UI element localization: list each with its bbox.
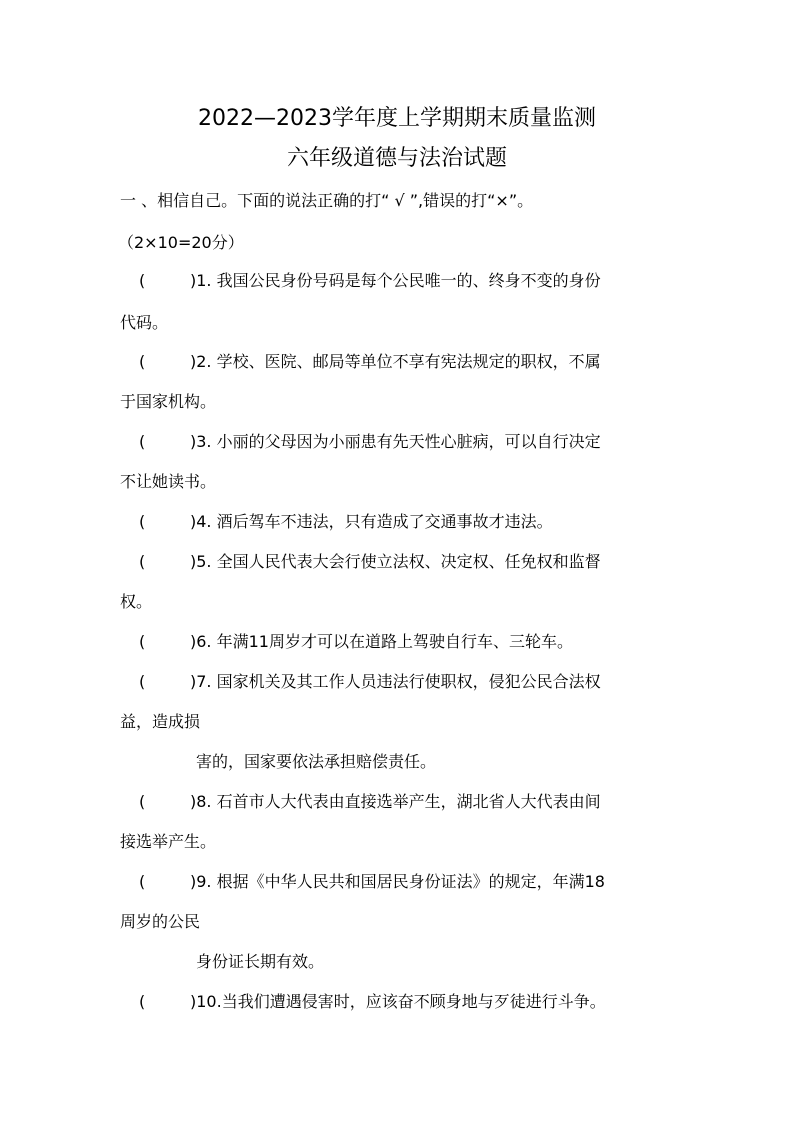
question-5-continuation: 权。 [120,592,153,611]
question-2-continuation: 于国家机构。 [120,392,217,411]
answer-paren: ( [139,992,146,1011]
answer-paren: ( [139,552,146,571]
question-9-continuation: 周岁的公民 [120,912,201,931]
question-3: )3. 小丽的父母因为小丽患有先天性心脏病，可以自行决定 [190,432,601,451]
question-5: )5. 全国人民代表大会行使立法权、决定权、任免权和监督 [190,552,601,571]
answer-paren: ( [139,271,146,290]
answer-paren: ( [139,632,146,651]
question-1: )1. 我国公民身份号码是每个公民唯一的、终身不变的身份 [190,271,601,290]
section-score: （2×10=20分） [118,233,244,252]
question-10: )10.当我们遭遇侵害时，应该奋不顾身地与歹徒进行斗争。 [190,992,606,1011]
question-7-continuation-indent: 害的，国家要依法承担赔偿责任。 [196,752,437,771]
page-subtitle: 六年级道德与法治试题 [286,146,507,171]
question-8-continuation: 接选举产生。 [120,832,217,851]
answer-paren: ( [139,672,146,691]
question-3-continuation: 不让她读书。 [120,472,217,491]
question-9: )9. 根据《中华人民共和国居民身份证法》的规定，年满18 [190,872,605,891]
question-7-continuation: 益，造成损 [120,712,201,731]
answer-paren: ( [139,872,146,891]
question-9-continuation-indent: 身份证长期有效。 [196,952,325,971]
answer-paren: ( [139,352,146,371]
question-6: )6. 年满11周岁才可以在道路上驾驶自行车、三轮车。 [190,632,573,651]
answer-paren: ( [139,512,146,531]
question-8: )8. 石首市人大代表由直接选举产生，湖北省人大代表由间 [190,792,601,811]
answer-paren: ( [139,792,146,811]
section-heading: 一 、相信自己。下面的说法正确的打“ √ ”,错误的打“×”。 [120,191,534,210]
question-4: )4. 酒后驾车不违法，只有造成了交通事故才违法。 [190,512,553,531]
question-7: )7. 国家机关及其工作人员违法行使职权，侵犯公民合法权 [190,672,601,691]
answer-paren: ( [139,432,146,451]
page-title: 2022—2023学年度上学期期末质量监测 [198,106,596,131]
question-2: )2. 学校、医院、邮局等单位不享有宪法规定的职权，不属 [190,352,601,371]
question-1-continuation: 代码。 [120,313,169,332]
